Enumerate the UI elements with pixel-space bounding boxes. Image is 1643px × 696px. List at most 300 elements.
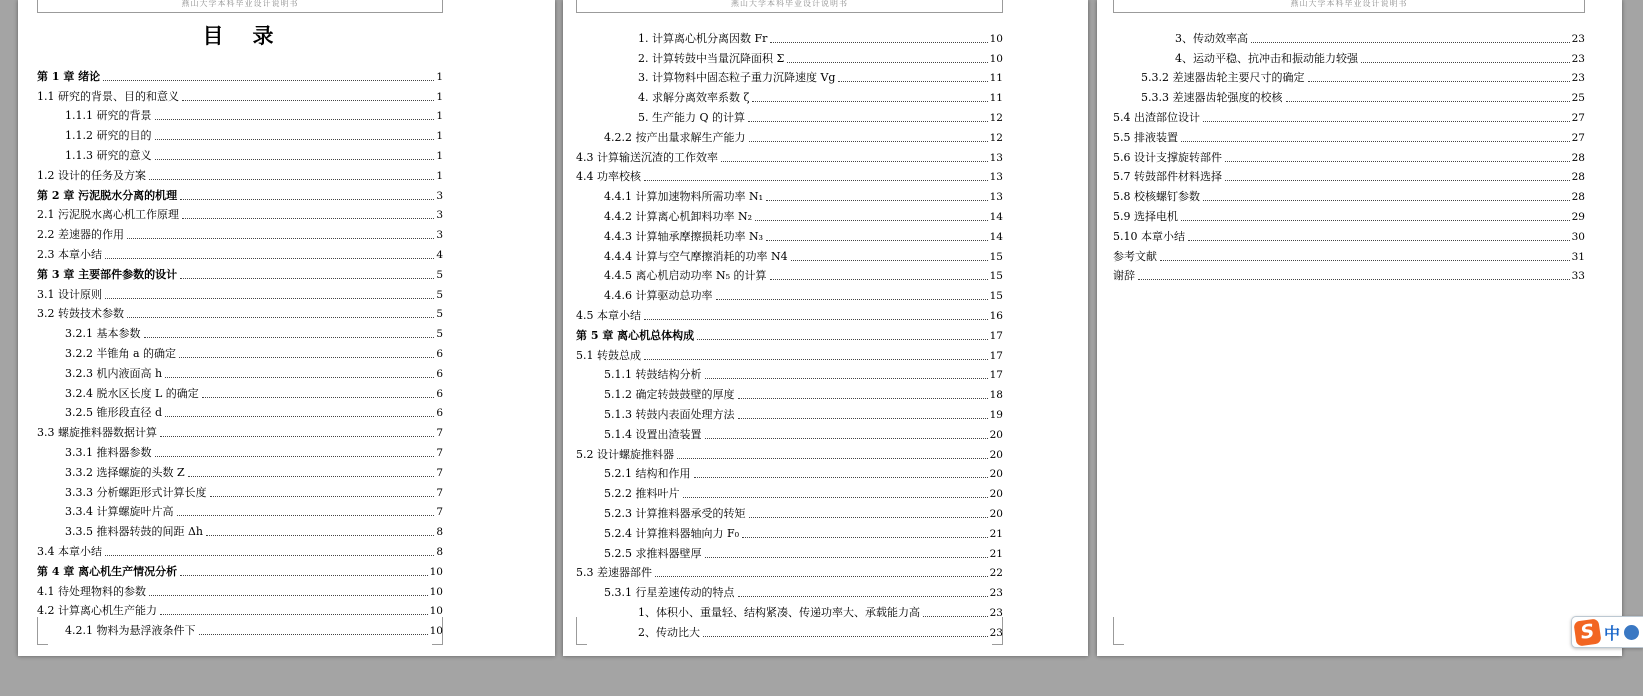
toc-page-number: 7 (436, 446, 443, 459)
page-text-area[interactable] (1113, 0, 1585, 656)
toc-page-number: 14 (989, 210, 1003, 223)
dot-leader (705, 557, 988, 558)
dot-leader (127, 238, 434, 239)
dot-leader (180, 278, 434, 279)
toc-entry[interactable] (576, 363, 1003, 383)
dot-leader (766, 200, 988, 201)
toc-entry-label: 3.4 本章小结 (37, 544, 102, 558)
toc-entry[interactable] (37, 143, 443, 163)
toc-page-number: 29 (1571, 210, 1585, 223)
toc-entry[interactable] (37, 84, 443, 104)
toc-entry-label: 3.2.1 基本参数 (65, 327, 141, 341)
dot-leader (738, 596, 988, 597)
toc-entry[interactable] (1113, 165, 1585, 185)
toc-entry[interactable] (576, 541, 1003, 561)
toc-entry[interactable] (576, 561, 1003, 581)
toc-page-number: 31 (1571, 250, 1585, 263)
toc-entry[interactable] (576, 521, 1003, 541)
toc-entry-label: 4.4 功率校核 (576, 170, 641, 184)
dot-leader (838, 81, 987, 82)
toc-page-number: 10 (989, 32, 1003, 45)
toc-page-number: 3 (436, 189, 443, 202)
toc-page-number: 7 (436, 506, 443, 519)
toc-entry[interactable] (576, 26, 1003, 46)
toc-entry[interactable] (37, 242, 443, 262)
dot-leader (165, 377, 434, 378)
toc-page-number: 17 (989, 349, 1003, 362)
toc-entry[interactable] (37, 222, 443, 242)
toc-page-number: 21 (989, 527, 1003, 540)
toc-entry[interactable] (576, 224, 1003, 244)
toc-entry[interactable] (576, 145, 1003, 165)
dot-leader (1251, 42, 1570, 43)
toc-entry[interactable] (576, 402, 1003, 422)
toc-entry-label: 5.2.4 计算推料器轴向力 F₀ (604, 526, 740, 540)
dot-leader (923, 616, 988, 617)
toc-entry-label: 5.3.1 行星差速传动的特点 (604, 586, 735, 600)
dot-leader (202, 397, 435, 398)
toc-entry-label: 第 4 章 离心机生产情况分析 (37, 564, 178, 578)
toc-title: 目 录 (202, 23, 278, 48)
document-page (563, 0, 1088, 656)
toc-entry-label: 5.1.1 转鼓结构分析 (604, 368, 702, 382)
toc-page-number: 23 (1571, 32, 1585, 45)
toc-entry-label: 5.3 差速器部件 (576, 566, 652, 580)
toc-page-number: 6 (436, 387, 443, 400)
toc-entry[interactable] (37, 123, 443, 143)
toc-entry[interactable] (576, 343, 1003, 363)
toc-page-number: 5 (436, 268, 443, 281)
toc-entry-label: 1. 计算离心机分离因数 Fr (638, 31, 768, 45)
dot-leader (683, 497, 988, 498)
text-boundary-mark-top-right (1002, 0, 1003, 13)
toc-entry[interactable] (1113, 66, 1585, 86)
toc-page-number: 13 (989, 191, 1003, 204)
toc-entry-label: 参考文献 (1113, 249, 1157, 263)
dot-leader (155, 456, 435, 457)
toc-page-number: 7 (436, 486, 443, 499)
toc-entry[interactable] (37, 559, 443, 579)
toc-entry[interactable] (576, 580, 1003, 600)
toc-entry[interactable] (37, 64, 443, 84)
dot-leader (770, 279, 988, 280)
toc-entry-label: 1.1.1 研究的背景 (65, 109, 152, 123)
toc-entry-label: 5.1 转鼓总成 (576, 348, 641, 362)
toc-page-number: 10 (429, 565, 443, 578)
toc-page-number: 21 (989, 547, 1003, 560)
toc-entry[interactable] (576, 481, 1003, 501)
toc-page-number: 16 (989, 309, 1003, 322)
toc-page-number: 1 (436, 130, 443, 143)
dot-leader (144, 337, 435, 338)
toc-entry-label: 4. 求解分离效率系数 ζ (638, 91, 750, 105)
toc-entry[interactable] (37, 579, 443, 599)
toc-entry-label: 3.3.1 推料器参数 (65, 445, 152, 459)
page-header-text: 燕山大学本科毕业设计说明书 (181, 0, 299, 8)
toc-entry[interactable] (576, 283, 1003, 303)
toc-entry[interactable] (576, 442, 1003, 462)
toc-entry[interactable] (1113, 26, 1585, 46)
toc-entry[interactable] (576, 501, 1003, 521)
toc-entry[interactable] (576, 382, 1003, 402)
toc-page-number: 5 (436, 288, 443, 301)
dot-leader (179, 357, 434, 358)
toc-entry[interactable] (1113, 224, 1585, 244)
toc-page-number: 12 (989, 131, 1003, 144)
toc-page-number: 20 (989, 448, 1003, 461)
header-rule (1113, 12, 1585, 13)
toc-page-number: 11 (989, 92, 1003, 105)
toc-page-number: 13 (989, 171, 1003, 184)
toc-entry-label: 4.4.4 计算与空气摩擦消耗的功率 N4 (604, 249, 788, 263)
toc-page-number: 30 (1571, 230, 1585, 243)
toc-page-number: 10 (989, 52, 1003, 65)
toc-entry[interactable] (37, 519, 443, 539)
toc-page-number: 14 (989, 230, 1003, 243)
toc-entry-label: 1、体积小、重量轻、结构紧凑、传递功率大、承载能力高 (638, 605, 920, 619)
toc-page-number: 1 (436, 110, 443, 123)
toc-entry[interactable] (576, 184, 1003, 204)
page-header-text: 燕山大学本科毕业设计说明书 (1290, 0, 1408, 8)
dot-leader (1160, 260, 1570, 261)
toc-entry[interactable] (576, 422, 1003, 442)
dot-leader (206, 535, 434, 536)
dot-leader (1188, 240, 1570, 241)
toc-page-number: 22 (989, 567, 1003, 580)
dot-leader (1361, 62, 1570, 63)
toc-entry[interactable] (1113, 85, 1585, 105)
toc-page-number: 33 (1571, 270, 1585, 283)
toc-entry-label: 5.1.3 转鼓内表面处理方法 (604, 407, 735, 421)
toc-page-number: 19 (989, 408, 1003, 421)
toc-page-number: 3 (436, 209, 443, 222)
toc-entry-label: 1.1 研究的背景、目的和意义 (37, 89, 179, 103)
dot-leader (188, 476, 435, 477)
toc-entry-label: 5.2.3 计算推料器承受的转矩 (604, 506, 746, 520)
dot-leader (105, 298, 434, 299)
dot-leader (149, 595, 428, 596)
toc-entry[interactable] (37, 539, 443, 559)
toc-entry-label: 第 5 章 离心机总体构成 (576, 328, 695, 342)
toc-page-number: 10 (429, 625, 443, 638)
toc-entry-label: 4.4.3 计算轴承摩擦损耗功率 N₃ (604, 229, 764, 243)
dot-leader (103, 80, 434, 81)
toc-entry-label: 4.2.1 物料为悬浮液条件下 (65, 624, 196, 638)
toc-entry-label: 5.10 本章小结 (1113, 229, 1185, 243)
toc-entry-label: 4.2 计算离心机生产能力 (37, 604, 157, 618)
dot-leader (787, 62, 987, 63)
toc-page-number: 20 (989, 428, 1003, 441)
toc-entry[interactable] (37, 203, 443, 223)
dot-leader (155, 139, 435, 140)
toc-page-number: 1 (436, 149, 443, 162)
dot-leader (155, 159, 435, 160)
toc-entry-label: 3.2.3 机内液面高 h (65, 366, 163, 380)
dot-leader (677, 458, 988, 459)
dot-leader (644, 359, 988, 360)
toc-entry-label: 5.2.5 求推料器壁厚 (604, 546, 702, 560)
dot-leader (155, 119, 435, 120)
dot-leader (177, 515, 435, 516)
toc-page-number: 12 (989, 111, 1003, 124)
toc-page-number: 10 (429, 605, 443, 618)
toc-entry[interactable] (1113, 145, 1585, 165)
dot-leader (703, 636, 988, 637)
header-rule (37, 12, 443, 13)
toc-entry-label: 2.1 污泥脱水离心机工作原理 (37, 208, 179, 222)
toc-page-number: 17 (989, 369, 1003, 382)
toc-page-number: 1 (436, 169, 443, 182)
dot-leader (165, 416, 434, 417)
dot-leader (697, 339, 987, 340)
dot-leader (755, 220, 988, 221)
text-boundary-mark-top-left (37, 0, 38, 13)
toc-entry[interactable] (37, 341, 443, 361)
toc-entry[interactable] (37, 401, 443, 421)
toc-page-number: 8 (436, 526, 443, 539)
toc-page-number: 4 (436, 248, 443, 261)
dot-leader (180, 575, 427, 576)
dot-leader (738, 418, 988, 419)
toc-page-number: 23 (989, 626, 1003, 639)
toc-entry[interactable] (576, 600, 1003, 620)
toc-entry[interactable] (1113, 125, 1585, 145)
toc-page-number: 1 (436, 70, 443, 83)
toc-page-number: 20 (989, 468, 1003, 481)
toc-entry-label: 4、运动平稳、抗冲击和振动能力较强 (1175, 51, 1358, 65)
toc-entry[interactable] (576, 204, 1003, 224)
toc-entry[interactable] (576, 66, 1003, 86)
toc-entry[interactable] (576, 46, 1003, 66)
toc-entry[interactable] (1113, 244, 1585, 264)
toc-entry[interactable] (576, 303, 1003, 323)
dot-leader (1225, 161, 1570, 162)
text-boundary-mark-top-right (442, 0, 443, 13)
toc-list (576, 26, 1003, 640)
dot-leader (738, 398, 988, 399)
dot-leader (149, 179, 434, 180)
ime-extra-icon[interactable] (1624, 625, 1639, 640)
dot-leader (1225, 180, 1570, 181)
toc-page-number: 6 (436, 407, 443, 420)
toc-page-number: 7 (436, 427, 443, 440)
page-header-text: 燕山大学本科毕业设计说明书 (731, 0, 848, 8)
toc-page-number: 27 (1571, 131, 1585, 144)
page-text-area[interactable] (576, 0, 1003, 656)
toc-entry[interactable] (576, 323, 1003, 343)
toc-entry-label: 2.2 差速器的作用 (37, 228, 124, 242)
toc-entry-label: 5.9 选择电机 (1113, 209, 1178, 223)
toc-entry[interactable] (37, 420, 443, 440)
dot-leader (748, 121, 988, 122)
toc-page-number: 1 (436, 90, 443, 103)
toc-entry-label: 4.1 待处理物料的参数 (37, 584, 146, 598)
toc-entry-label: 3.2.2 半锥角 a 的确定 (65, 346, 177, 360)
toc-entry-label: 3、传动效率高 (1175, 31, 1248, 45)
toc-page-number: 23 (1571, 72, 1585, 85)
toc-page-number: 20 (989, 488, 1003, 501)
toc-list (37, 64, 443, 638)
toc-page-number: 7 (436, 466, 443, 479)
dot-leader (210, 496, 435, 497)
document-page (18, 0, 555, 656)
toc-entry[interactable] (1113, 46, 1585, 66)
toc-page-number: 15 (989, 270, 1003, 283)
toc-entry[interactable] (37, 500, 443, 520)
toc-entry[interactable] (37, 460, 443, 480)
dot-leader (1203, 200, 1570, 201)
dot-leader (716, 299, 988, 300)
page-text-area[interactable] (37, 0, 443, 656)
toc-entry-label: 5.7 转鼓部件材料选择 (1113, 170, 1222, 184)
toc-entry-label: 3.2 转鼓技术参数 (37, 307, 124, 321)
toc-page-number: 20 (989, 507, 1003, 520)
toc-entry[interactable] (37, 618, 443, 638)
toc-entry[interactable] (37, 183, 443, 203)
toc-entry-label: 5.4 出渣部位设计 (1113, 110, 1200, 124)
toc-page-number: 5 (436, 308, 443, 321)
dot-leader (160, 614, 428, 615)
toc-page-number: 27 (1571, 111, 1585, 124)
toc-entry-label: 5.2.1 结构和作用 (604, 467, 691, 481)
toc-page-number: 25 (1571, 92, 1585, 105)
toc-page-number: 3 (436, 229, 443, 242)
toc-entry-label: 1.1.2 研究的目的 (65, 129, 152, 143)
dot-leader (160, 436, 434, 437)
header-rule (576, 12, 1003, 13)
toc-entry[interactable] (37, 321, 443, 341)
toc-entry-label: 3.3 螺旋推料器数据计算 (37, 426, 157, 440)
dot-leader (749, 517, 988, 518)
toc-page-number: 6 (436, 347, 443, 360)
toc-entry-label: 5.1.4 设置出渣装置 (604, 427, 702, 441)
dot-leader (705, 438, 988, 439)
toc-entry-label: 3.3.5 推料器转鼓的间距 Δh (65, 525, 204, 539)
toc-entry-label: 4.4.6 计算驱动总功率 (604, 289, 713, 303)
toc-entry[interactable] (1113, 204, 1585, 224)
document-page (1097, 0, 1622, 656)
dot-leader (644, 180, 988, 181)
toc-entry[interactable] (37, 262, 443, 282)
toc-entry[interactable] (576, 105, 1003, 125)
toc-page-number: 10 (429, 585, 443, 598)
toc-entry-label: 5.2.2 推料叶片 (604, 487, 680, 501)
toc-entry-label: 1.1.3 研究的意义 (65, 148, 152, 162)
toc-page-number: 28 (1571, 171, 1585, 184)
toc-entry[interactable] (576, 264, 1003, 284)
toc-page-number: 23 (989, 587, 1003, 600)
toc-entry-label: 3.3.3 分析螺距形式计算长度 (65, 485, 207, 499)
toc-entry[interactable] (576, 620, 1003, 640)
dot-leader (721, 161, 988, 162)
toc-entry-label: 5.6 设计支撑旋转部件 (1113, 150, 1222, 164)
toc-entry-label: 5.5 排液装置 (1113, 130, 1178, 144)
toc-entry[interactable] (576, 165, 1003, 185)
toc-page-number: 18 (989, 389, 1003, 402)
toc-entry[interactable] (37, 163, 443, 183)
dot-leader (1181, 220, 1570, 221)
toc-page-number: 23 (1571, 52, 1585, 65)
ime-toolbar[interactable] (1571, 616, 1643, 648)
toc-entry[interactable] (37, 440, 443, 460)
toc-entry-label: 2、传动比大 (638, 625, 700, 639)
toc-entry[interactable] (576, 462, 1003, 482)
toc-page-number: 8 (436, 545, 443, 558)
toc-entry[interactable] (37, 381, 443, 401)
toc-page-number: 23 (989, 606, 1003, 619)
toc-entry-label: 1.2 设计的任务及方案 (37, 168, 146, 182)
toc-entry[interactable] (37, 104, 443, 124)
toc-entry-label: 第 3 章 主要部件参数的设计 (37, 267, 178, 281)
toc-page-number: 11 (989, 72, 1003, 85)
dot-leader (766, 240, 988, 241)
toc-entry-label: 第 1 章 绪论 (37, 69, 101, 83)
toc-entry-label: 4.4.2 计算离心机卸料功率 N₂ (604, 209, 753, 223)
toc-entry[interactable] (1113, 264, 1585, 284)
toc-entry[interactable] (37, 599, 443, 619)
toc-page-number: 17 (989, 329, 1003, 342)
dot-leader (655, 576, 988, 577)
dot-leader (791, 260, 988, 261)
dot-leader (1308, 81, 1570, 82)
toc-entry-label: 5. 生产能力 Q 的计算 (638, 110, 746, 124)
toc-entry[interactable] (37, 361, 443, 381)
toc-page-number: 5 (436, 328, 443, 341)
text-boundary-mark-top-left (576, 0, 577, 13)
dot-leader (644, 319, 988, 320)
dot-leader (1138, 279, 1570, 280)
dot-leader (1203, 121, 1570, 122)
toc-entry[interactable] (576, 125, 1003, 145)
toc-entry-label: 4.4.1 计算加速物料所需功率 N₁ (604, 190, 764, 204)
dot-leader (182, 218, 434, 219)
toc-entry[interactable] (576, 85, 1003, 105)
toc-entry[interactable] (1113, 105, 1585, 125)
toc-entry-label: 4.2.2 按产出量求解生产能力 (604, 130, 746, 144)
toc-page-number: 28 (1571, 151, 1585, 164)
dot-leader (1181, 141, 1570, 142)
ime-chinese-mode-indicator[interactable]: 中 (1604, 623, 1621, 643)
text-boundary-mark-top-right (1584, 0, 1585, 13)
text-boundary-mark-top-left (1113, 0, 1114, 13)
dot-leader (127, 317, 434, 318)
text-boundary-mark-bottom-left (1113, 617, 1124, 645)
toc-entry-label: 5.8 校核螺钉参数 (1113, 190, 1200, 204)
toc-entry-label: 3.2.4 脱水区长度 L 的确定 (65, 386, 199, 400)
dot-leader (705, 378, 988, 379)
toc-entry-label: 4.4.5 离心机启动功率 N₅ 的计算 (604, 269, 767, 283)
toc-entry[interactable] (1113, 184, 1585, 204)
toc-entry[interactable] (37, 480, 443, 500)
ime-logo-icon[interactable]: S (1573, 618, 1601, 646)
dot-leader (749, 141, 988, 142)
toc-entry-label: 2. 计算转鼓中当量沉降面积 Σ (638, 51, 785, 65)
dot-leader (105, 258, 434, 259)
toc-entry-label: 5.2 设计螺旋推料器 (576, 447, 674, 461)
toc-entry[interactable] (576, 244, 1003, 264)
toc-entry[interactable] (37, 282, 443, 302)
dot-leader (770, 42, 987, 43)
dot-leader (199, 634, 428, 635)
dot-leader (694, 477, 988, 478)
toc-entry[interactable] (37, 302, 443, 322)
toc-entry-label: 谢辞 (1113, 269, 1135, 283)
toc-entry-label: 4.3 计算输送沉渣的工作效率 (576, 150, 718, 164)
dot-leader (1286, 101, 1570, 102)
toc-entry-label: 3.3.4 计算螺旋叶片高 (65, 505, 174, 519)
toc-page-number: 6 (436, 367, 443, 380)
toc-page-number: 15 (989, 290, 1003, 303)
